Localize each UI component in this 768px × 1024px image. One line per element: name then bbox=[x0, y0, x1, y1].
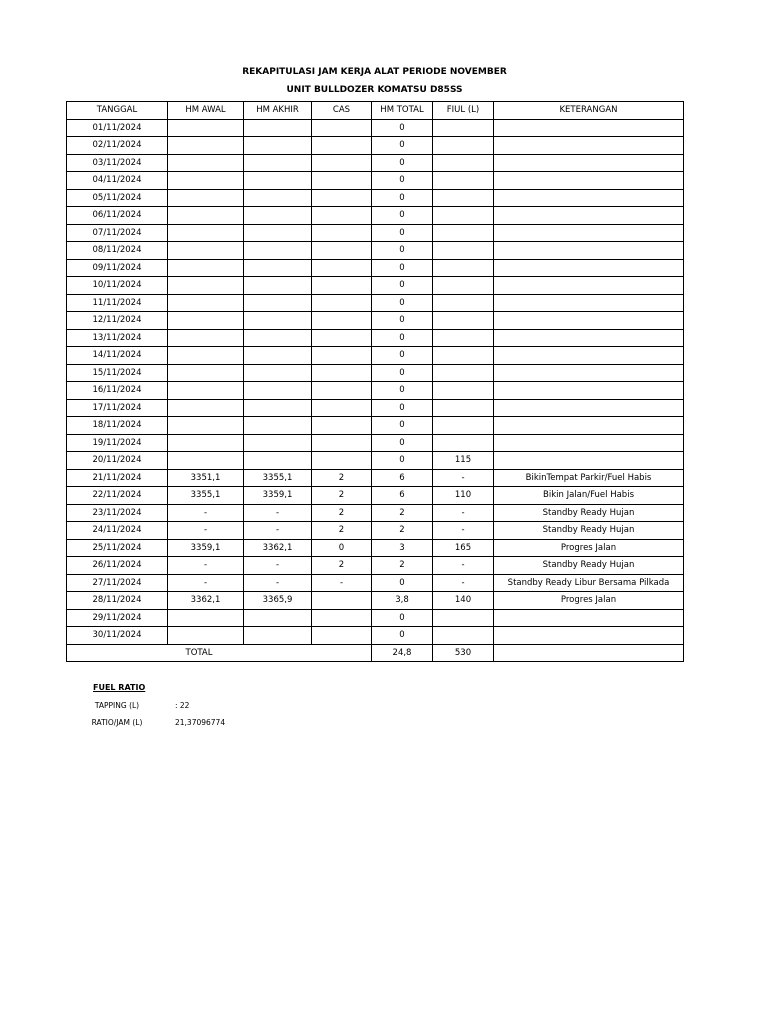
cell-fiul: - bbox=[433, 522, 494, 540]
cell-fiul bbox=[433, 364, 494, 382]
cell-tanggal: 18/11/2024 bbox=[67, 417, 168, 435]
cell-hm-total: 0 bbox=[372, 399, 433, 417]
cell-hm-akhir: 3362,1 bbox=[244, 539, 312, 557]
cell-cas: 2 bbox=[312, 487, 372, 505]
table-row bbox=[67, 487, 684, 505]
cell-cas bbox=[312, 399, 372, 417]
table-row bbox=[67, 329, 684, 347]
cell-keterangan bbox=[494, 242, 684, 260]
header-fiul: FIUL (L) bbox=[433, 102, 494, 120]
cell-hm-akhir bbox=[244, 452, 312, 470]
cell-tanggal: 17/11/2024 bbox=[67, 399, 168, 417]
cell-hm-total: 0 bbox=[372, 154, 433, 172]
cell-hm-awal bbox=[168, 207, 244, 225]
table-row bbox=[67, 557, 684, 575]
cell-cas bbox=[312, 137, 372, 155]
cell-hm-total: 0 bbox=[372, 417, 433, 435]
cell-hm-akhir bbox=[244, 119, 312, 137]
cell-hm-awal bbox=[168, 417, 244, 435]
cell-fiul: 110 bbox=[433, 487, 494, 505]
cell-tanggal: 05/11/2024 bbox=[67, 189, 168, 207]
fuel-ratio-heading: FUEL RATIO bbox=[93, 683, 146, 692]
cell-keterangan bbox=[494, 364, 684, 382]
cell-hm-awal bbox=[168, 399, 244, 417]
cell-cas bbox=[312, 434, 372, 452]
cell-hm-akhir bbox=[244, 242, 312, 260]
cell-hm-akhir bbox=[244, 277, 312, 295]
cell-keterangan: Progres Jalan bbox=[494, 592, 684, 610]
cell-hm-total: 0 bbox=[372, 137, 433, 155]
header-hm-awal: HM AWAL bbox=[168, 102, 244, 120]
cell-cas bbox=[312, 119, 372, 137]
cell-hm-total: 0 bbox=[372, 382, 433, 400]
cell-hm-akhir bbox=[244, 399, 312, 417]
table-row bbox=[67, 364, 684, 382]
cell-hm-total: 0 bbox=[372, 242, 433, 260]
cell-fiul bbox=[433, 609, 494, 627]
cell-cas: 0 bbox=[312, 539, 372, 557]
cell-hm-awal: - bbox=[168, 574, 244, 592]
cell-fiul bbox=[433, 329, 494, 347]
cell-tanggal: 21/11/2024 bbox=[67, 469, 168, 487]
table-row bbox=[67, 609, 684, 627]
total-row bbox=[67, 644, 684, 662]
cell-fiul bbox=[433, 224, 494, 242]
cell-fiul bbox=[433, 207, 494, 225]
cell-tanggal: 26/11/2024 bbox=[67, 557, 168, 575]
cell-hm-total: 0 bbox=[372, 627, 433, 645]
cell-keterangan bbox=[494, 347, 684, 365]
header-keterangan: KETERANGAN bbox=[494, 102, 684, 120]
cell-fiul: 165 bbox=[433, 539, 494, 557]
header-tanggal: TANGGAL bbox=[67, 102, 168, 120]
cell-fiul bbox=[433, 189, 494, 207]
table-row bbox=[67, 154, 684, 172]
ratio-value: 21,37096774 bbox=[175, 718, 226, 727]
cell-cas: - bbox=[312, 574, 372, 592]
cell-keterangan: Standby Ready Libur Bersama Pilkada bbox=[494, 574, 684, 592]
total-hm-total: 24,8 bbox=[372, 644, 433, 662]
cell-hm-akhir bbox=[244, 172, 312, 190]
work-hours-table bbox=[66, 101, 684, 662]
table-row bbox=[67, 294, 684, 312]
table-row bbox=[67, 452, 684, 470]
cell-hm-awal: 3351,1 bbox=[168, 469, 244, 487]
cell-hm-awal bbox=[168, 382, 244, 400]
cell-hm-akhir bbox=[244, 364, 312, 382]
cell-hm-awal: - bbox=[168, 557, 244, 575]
header-hm-akhir: HM AKHIR bbox=[244, 102, 312, 120]
cell-tanggal: 29/11/2024 bbox=[67, 609, 168, 627]
ratio-label: RATIO/JAM (L) bbox=[91, 718, 143, 727]
cell-fiul bbox=[433, 312, 494, 330]
cell-hm-total: 0 bbox=[372, 434, 433, 452]
cell-tanggal: 01/11/2024 bbox=[67, 119, 168, 137]
table-row bbox=[67, 399, 684, 417]
cell-keterangan bbox=[494, 312, 684, 330]
cell-fiul bbox=[433, 242, 494, 260]
cell-cas bbox=[312, 154, 372, 172]
table-row bbox=[67, 417, 684, 435]
cell-fiul bbox=[433, 399, 494, 417]
table-row bbox=[67, 382, 684, 400]
cell-hm-awal bbox=[168, 452, 244, 470]
cell-hm-awal: - bbox=[168, 504, 244, 522]
cell-keterangan: Bikin Jalan/Fuel Habis bbox=[494, 487, 684, 505]
cell-fiul bbox=[433, 172, 494, 190]
tapping-label: TAPPING (L) bbox=[94, 701, 140, 710]
table-row bbox=[67, 627, 684, 645]
cell-hm-akhir bbox=[244, 609, 312, 627]
cell-hm-awal bbox=[168, 294, 244, 312]
report-subtitle: UNIT BULLDOZER KOMATSU D85SS bbox=[286, 85, 463, 95]
cell-hm-total: 0 bbox=[372, 224, 433, 242]
cell-keterangan bbox=[494, 417, 684, 435]
cell-hm-total: 0 bbox=[372, 312, 433, 330]
cell-hm-awal bbox=[168, 154, 244, 172]
cell-cas bbox=[312, 609, 372, 627]
cell-cas bbox=[312, 364, 372, 382]
table-row bbox=[67, 207, 684, 225]
cell-hm-akhir bbox=[244, 259, 312, 277]
table-row bbox=[67, 469, 684, 487]
cell-cas bbox=[312, 627, 372, 645]
total-label: TOTAL bbox=[67, 644, 372, 662]
cell-tanggal: 30/11/2024 bbox=[67, 627, 168, 645]
cell-hm-total: 3,8 bbox=[372, 592, 433, 610]
cell-keterangan bbox=[494, 329, 684, 347]
table-row bbox=[67, 137, 684, 155]
table-row bbox=[67, 539, 684, 557]
table-row bbox=[67, 347, 684, 365]
cell-hm-awal bbox=[168, 172, 244, 190]
cell-cas bbox=[312, 347, 372, 365]
table-row bbox=[67, 189, 684, 207]
cell-keterangan bbox=[494, 382, 684, 400]
cell-hm-total: 0 bbox=[372, 347, 433, 365]
cell-cas bbox=[312, 329, 372, 347]
cell-fiul: - bbox=[433, 557, 494, 575]
cell-hm-akhir bbox=[244, 224, 312, 242]
cell-hm-total: 0 bbox=[372, 172, 433, 190]
total-keterangan bbox=[494, 644, 684, 662]
cell-hm-total: 2 bbox=[372, 557, 433, 575]
cell-hm-akhir bbox=[244, 137, 312, 155]
cell-hm-akhir: - bbox=[244, 574, 312, 592]
cell-tanggal: 27/11/2024 bbox=[67, 574, 168, 592]
table-row bbox=[67, 504, 684, 522]
cell-fiul bbox=[433, 137, 494, 155]
cell-hm-akhir: 3359,1 bbox=[244, 487, 312, 505]
table-body bbox=[67, 119, 684, 644]
cell-fiul: - bbox=[433, 469, 494, 487]
cell-cas bbox=[312, 382, 372, 400]
cell-keterangan bbox=[494, 259, 684, 277]
tapping-value: : 22 bbox=[175, 701, 190, 710]
table-row bbox=[67, 259, 684, 277]
cell-hm-akhir bbox=[244, 207, 312, 225]
cell-keterangan: Standby Ready Hujan bbox=[494, 504, 684, 522]
cell-hm-awal bbox=[168, 259, 244, 277]
cell-cas bbox=[312, 277, 372, 295]
table-row bbox=[67, 522, 684, 540]
cell-hm-akhir: - bbox=[244, 557, 312, 575]
cell-tanggal: 08/11/2024 bbox=[67, 242, 168, 260]
cell-fiul bbox=[433, 294, 494, 312]
cell-tanggal: 03/11/2024 bbox=[67, 154, 168, 172]
cell-fiul bbox=[433, 259, 494, 277]
cell-tanggal: 20/11/2024 bbox=[67, 452, 168, 470]
cell-hm-total: 0 bbox=[372, 364, 433, 382]
cell-keterangan bbox=[494, 627, 684, 645]
cell-keterangan: Progres Jalan bbox=[494, 539, 684, 557]
cell-tanggal: 28/11/2024 bbox=[67, 592, 168, 610]
cell-keterangan: BikinTempat Parkir/Fuel Habis bbox=[494, 469, 684, 487]
cell-cas bbox=[312, 224, 372, 242]
cell-fiul bbox=[433, 119, 494, 137]
cell-cas bbox=[312, 294, 372, 312]
cell-hm-akhir bbox=[244, 417, 312, 435]
cell-hm-total: 0 bbox=[372, 609, 433, 627]
cell-cas bbox=[312, 312, 372, 330]
cell-tanggal: 10/11/2024 bbox=[67, 277, 168, 295]
cell-fiul: 115 bbox=[433, 452, 494, 470]
cell-keterangan: Standby Ready Hujan bbox=[494, 557, 684, 575]
cell-cas bbox=[312, 417, 372, 435]
cell-hm-awal: 3362,1 bbox=[168, 592, 244, 610]
cell-hm-total: 0 bbox=[372, 294, 433, 312]
cell-cas: 2 bbox=[312, 469, 372, 487]
cell-tanggal: 14/11/2024 bbox=[67, 347, 168, 365]
cell-cas bbox=[312, 242, 372, 260]
cell-keterangan bbox=[494, 119, 684, 137]
cell-hm-total: 2 bbox=[372, 522, 433, 540]
cell-hm-awal bbox=[168, 137, 244, 155]
table-row bbox=[67, 224, 684, 242]
cell-fiul: - bbox=[433, 574, 494, 592]
cell-hm-total: 3 bbox=[372, 539, 433, 557]
cell-tanggal: 11/11/2024 bbox=[67, 294, 168, 312]
cell-hm-total: 0 bbox=[372, 574, 433, 592]
cell-tanggal: 15/11/2024 bbox=[67, 364, 168, 382]
table-row bbox=[67, 574, 684, 592]
cell-hm-total: 0 bbox=[372, 119, 433, 137]
cell-tanggal: 09/11/2024 bbox=[67, 259, 168, 277]
table-row bbox=[67, 242, 684, 260]
cell-cas bbox=[312, 452, 372, 470]
cell-hm-akhir bbox=[244, 382, 312, 400]
cell-keterangan bbox=[494, 399, 684, 417]
cell-cas bbox=[312, 172, 372, 190]
table-row bbox=[67, 592, 684, 610]
cell-hm-akhir bbox=[244, 347, 312, 365]
cell-cas bbox=[312, 189, 372, 207]
cell-hm-awal bbox=[168, 627, 244, 645]
cell-cas bbox=[312, 259, 372, 277]
table-row bbox=[67, 434, 684, 452]
cell-tanggal: 24/11/2024 bbox=[67, 522, 168, 540]
table-row bbox=[67, 119, 684, 137]
cell-hm-total: 6 bbox=[372, 487, 433, 505]
cell-fiul: - bbox=[433, 504, 494, 522]
cell-cas bbox=[312, 207, 372, 225]
cell-hm-akhir bbox=[244, 294, 312, 312]
cell-hm-akhir bbox=[244, 189, 312, 207]
cell-hm-awal bbox=[168, 329, 244, 347]
cell-tanggal: 22/11/2024 bbox=[67, 487, 168, 505]
cell-hm-awal bbox=[168, 242, 244, 260]
cell-hm-akhir bbox=[244, 154, 312, 172]
cell-hm-awal: - bbox=[168, 522, 244, 540]
cell-cas: 2 bbox=[312, 557, 372, 575]
cell-tanggal: 13/11/2024 bbox=[67, 329, 168, 347]
cell-hm-akhir: 3355,1 bbox=[244, 469, 312, 487]
cell-keterangan bbox=[494, 189, 684, 207]
cell-fiul bbox=[433, 347, 494, 365]
cell-tanggal: 12/11/2024 bbox=[67, 312, 168, 330]
cell-cas: 2 bbox=[312, 504, 372, 522]
header-hm-total: HM TOTAL bbox=[372, 102, 433, 120]
cell-keterangan bbox=[494, 277, 684, 295]
cell-keterangan bbox=[494, 609, 684, 627]
cell-keterangan bbox=[494, 172, 684, 190]
cell-hm-awal bbox=[168, 364, 244, 382]
cell-hm-awal bbox=[168, 277, 244, 295]
cell-tanggal: 19/11/2024 bbox=[67, 434, 168, 452]
cell-hm-akhir bbox=[244, 312, 312, 330]
cell-fiul bbox=[433, 382, 494, 400]
cell-hm-total: 0 bbox=[372, 189, 433, 207]
cell-tanggal: 23/11/2024 bbox=[67, 504, 168, 522]
cell-hm-akhir: 3365,9 bbox=[244, 592, 312, 610]
cell-keterangan bbox=[494, 434, 684, 452]
cell-fiul: 140 bbox=[433, 592, 494, 610]
cell-hm-awal bbox=[168, 119, 244, 137]
cell-hm-awal bbox=[168, 312, 244, 330]
cell-fiul bbox=[433, 277, 494, 295]
cell-keterangan bbox=[494, 294, 684, 312]
cell-cas bbox=[312, 592, 372, 610]
cell-keterangan bbox=[494, 207, 684, 225]
cell-tanggal: 02/11/2024 bbox=[67, 137, 168, 155]
table-header-row bbox=[67, 102, 684, 120]
cell-tanggal: 16/11/2024 bbox=[67, 382, 168, 400]
cell-hm-awal: 3355,1 bbox=[168, 487, 244, 505]
header-cas: CAS bbox=[312, 102, 372, 120]
cell-fiul bbox=[433, 627, 494, 645]
cell-keterangan: Standby Ready Hujan bbox=[494, 522, 684, 540]
cell-hm-akhir bbox=[244, 329, 312, 347]
cell-hm-total: 2 bbox=[372, 504, 433, 522]
cell-hm-total: 0 bbox=[372, 207, 433, 225]
cell-hm-awal bbox=[168, 609, 244, 627]
cell-hm-awal bbox=[168, 434, 244, 452]
cell-hm-awal: 3359,1 bbox=[168, 539, 244, 557]
cell-hm-akhir: - bbox=[244, 504, 312, 522]
cell-fiul bbox=[433, 434, 494, 452]
cell-tanggal: 06/11/2024 bbox=[67, 207, 168, 225]
cell-tanggal: 04/11/2024 bbox=[67, 172, 168, 190]
cell-hm-total: 6 bbox=[372, 469, 433, 487]
total-fiul: 530 bbox=[433, 644, 494, 662]
cell-hm-total: 0 bbox=[372, 452, 433, 470]
cell-keterangan bbox=[494, 224, 684, 242]
cell-keterangan bbox=[494, 137, 684, 155]
cell-hm-total: 0 bbox=[372, 277, 433, 295]
table-row bbox=[67, 277, 684, 295]
cell-keterangan bbox=[494, 452, 684, 470]
report-title: REKAPITULASI JAM KERJA ALAT PERIODE NOVEMBER bbox=[242, 67, 507, 77]
cell-fiul bbox=[433, 417, 494, 435]
cell-hm-awal bbox=[168, 347, 244, 365]
cell-keterangan bbox=[494, 154, 684, 172]
cell-hm-akhir bbox=[244, 627, 312, 645]
cell-cas: 2 bbox=[312, 522, 372, 540]
cell-hm-akhir: - bbox=[244, 522, 312, 540]
cell-hm-total: 0 bbox=[372, 329, 433, 347]
cell-hm-awal bbox=[168, 189, 244, 207]
cell-fiul bbox=[433, 154, 494, 172]
cell-hm-awal bbox=[168, 224, 244, 242]
table-row bbox=[67, 172, 684, 190]
table-row bbox=[67, 312, 684, 330]
cell-hm-akhir bbox=[244, 434, 312, 452]
cell-hm-total: 0 bbox=[372, 259, 433, 277]
cell-tanggal: 25/11/2024 bbox=[67, 539, 168, 557]
cell-tanggal: 07/11/2024 bbox=[67, 224, 168, 242]
